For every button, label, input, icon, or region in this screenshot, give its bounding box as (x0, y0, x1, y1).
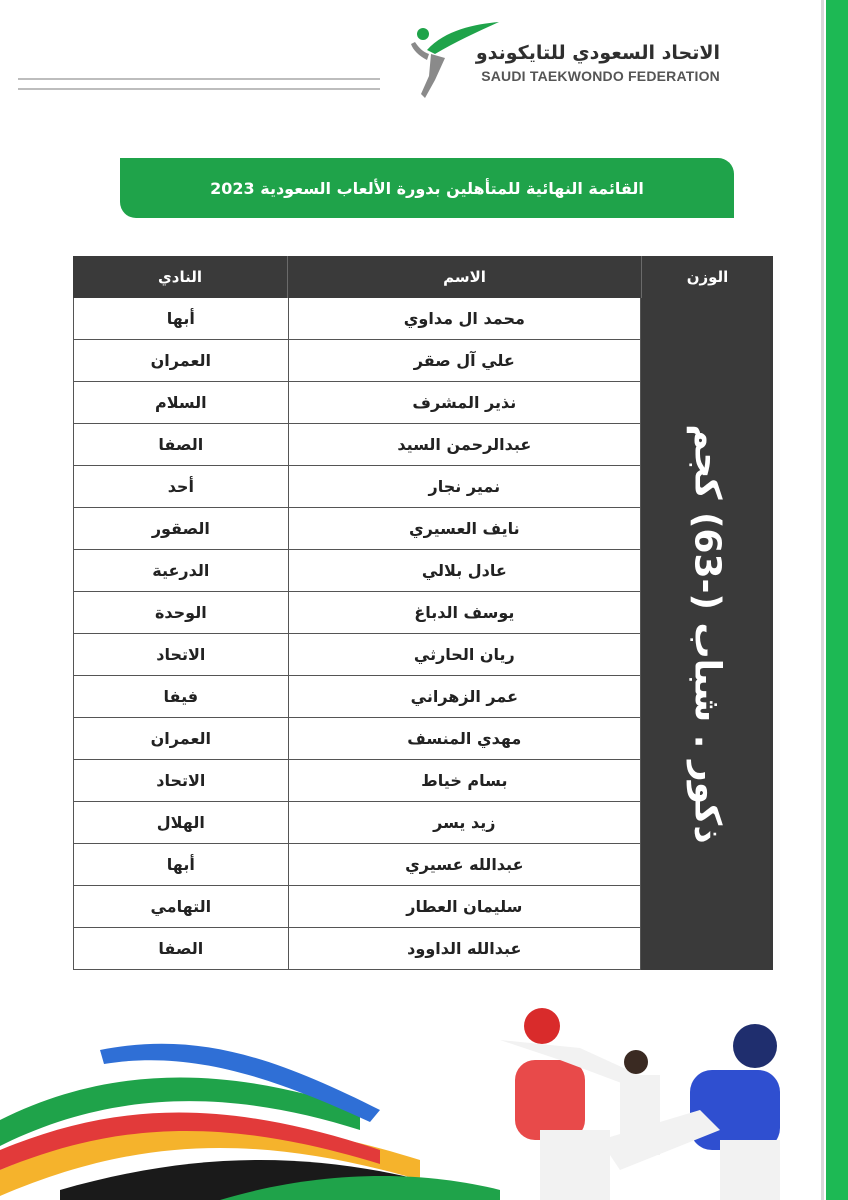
athlete-club: التهامي (150, 897, 212, 916)
table-header (73, 256, 773, 298)
athlete-club: السلام (154, 393, 207, 412)
table-row (74, 466, 641, 508)
athlete-name: بسام خياط (288, 760, 641, 801)
table-row (74, 424, 641, 466)
table-row (74, 550, 641, 592)
athlete-club: أبها (166, 309, 195, 328)
table-row (74, 382, 641, 424)
athlete-club: الصفا (158, 939, 204, 958)
athlete-club: الصقور (151, 519, 210, 538)
athlete-name: عبدالله عسيري (288, 844, 641, 885)
table-row (74, 928, 641, 970)
athlete-name: عبدالرحمن السيد (288, 424, 641, 465)
table-row (74, 886, 641, 928)
athlete-name: نايف العسيري (288, 508, 641, 549)
athlete-club: الوحدة (154, 603, 207, 622)
table-row (74, 760, 641, 802)
athlete-name: يوسف الدباغ (288, 592, 641, 633)
athlete-name: مهدي المنسف (288, 718, 641, 759)
federation-logo (440, 20, 720, 95)
weight-category-label: ذكور . شباب (-63) كجم (686, 424, 728, 844)
table-row (74, 634, 641, 676)
table-row (74, 718, 641, 760)
table-row (74, 592, 641, 634)
athlete-club: الاتحاد (156, 771, 206, 790)
athlete-name: علي آل صقر (288, 340, 641, 381)
athlete-name: عمر الزهراني (288, 676, 641, 717)
header-name: الاسم (287, 256, 641, 298)
table-row (74, 298, 641, 340)
table-row (74, 802, 641, 844)
logo-english-text: SAUDI TAEKWONDO FEDERATION (481, 68, 720, 84)
table-row (74, 676, 641, 718)
athlete-club: أحد (167, 477, 194, 496)
table-body (73, 298, 773, 970)
athlete-name: ريان الحارثي (288, 634, 641, 675)
weight-category-cell (641, 298, 773, 970)
athlete-name: سليمان العطار (288, 886, 641, 927)
athlete-club: الهلال (156, 813, 205, 832)
fighters-illustration (500, 1008, 780, 1200)
athlete-name: محمد ال مداوي (288, 298, 641, 339)
athlete-name: نذير المشرف (288, 382, 641, 423)
athlete-club: الصفا (158, 435, 204, 454)
athlete-club: أبها (166, 855, 195, 874)
athlete-club: فيفا (163, 687, 199, 706)
title-banner (120, 158, 734, 218)
athlete-name: زيد يسر (288, 802, 641, 843)
color-ribbons (0, 1044, 500, 1200)
athlete-club: العمران (150, 729, 211, 748)
header-weight: الوزن (641, 256, 773, 298)
banner-title: القائمة النهائية للمتأهلين بدورة الألعاب السعودية 2023 (210, 178, 644, 198)
header-rule-top (18, 78, 380, 80)
athlete-club: الاتحاد (156, 645, 206, 664)
athlete-name: عادل بلالي (288, 550, 641, 591)
athlete-name: نمير نجار (288, 466, 641, 507)
athlete-club: العمران (150, 351, 211, 370)
header-rule-bottom (18, 88, 380, 90)
athlete-name: عبدالله الداوود (288, 928, 641, 969)
table-row (74, 340, 641, 382)
bottom-decoration (0, 1000, 848, 1200)
header-club: النادي (158, 268, 202, 286)
table-row (74, 844, 641, 886)
table-row (74, 508, 641, 550)
qualifiers-table (73, 256, 773, 970)
table-rows (73, 298, 641, 970)
logo-arabic-text: الاتحاد السعودي للتايكوندو (475, 42, 720, 64)
athlete-club: الدرعية (152, 561, 210, 580)
